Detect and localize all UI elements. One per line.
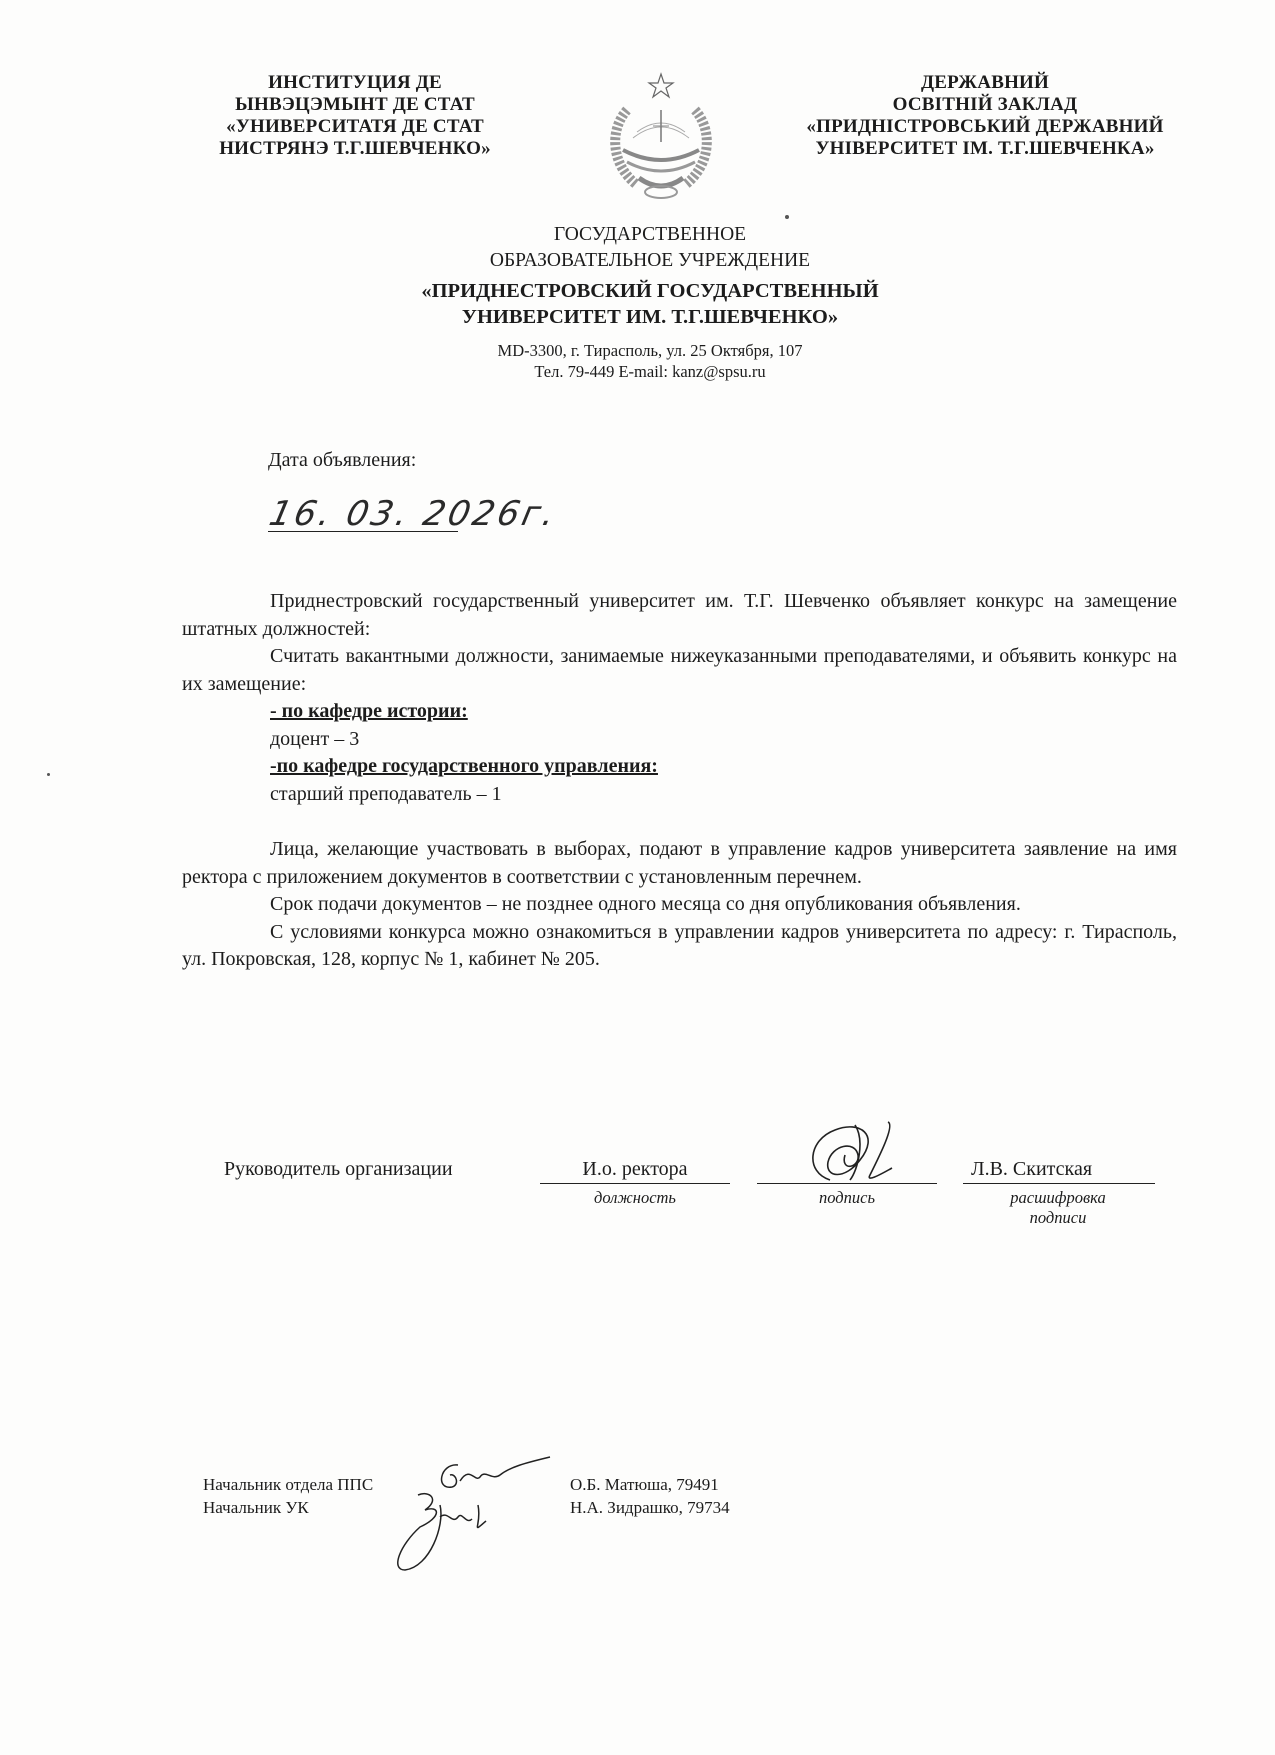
footer-contact: О.Б. Матюша, 79491 — [570, 1475, 719, 1494]
intro-paragraph: Приднестровский государственный университет им. Т.Г. Шевченко объявляет конкурс на замещение штатных должностей: — [182, 590, 1177, 640]
institution-phone-email: Тел. 79-449 E-mail: kanz@spsu.ru — [534, 362, 766, 381]
department-position: доцент – 3 — [270, 727, 360, 750]
head-of-organization-label: Руководитель организации — [224, 1158, 453, 1180]
institution-address: MD-3300, г. Тирасполь, ул. 25 Октября, 107 — [497, 341, 803, 360]
institution-type-line: ОБРАЗОВАТЕЛЬНОЕ УЧРЕЖДЕНИЕ — [489, 250, 811, 271]
department-title: -по кафедре государственного управления: — [270, 755, 658, 777]
deadline-paragraph: Срок подачи документов – не позднее одного месяца со дня опубликования объявления. — [270, 893, 1021, 915]
header-left-moldovan — [190, 72, 520, 160]
footer-contact: Н.А. Зидрашко, 79734 — [570, 1498, 730, 1517]
vacancy-paragraph: Считать вакантными должности, занимаемые нижеуказанными преподавателями, и объявить конкурс на их замещение: — [182, 645, 1177, 695]
signature-caption: подпись — [819, 1188, 875, 1207]
header-left-line: «УНИВЕРСИТАТЯ ДЕ СТАТ — [226, 116, 484, 137]
apply-paragraph: Лица, желающие участвовать в выборах, подают в управление кадров университета заявление на имя ректора с приложением документов в соответствии с установленным перечнем. — [182, 838, 1177, 888]
announcement-date-value: 16. 03. 2026г. — [265, 494, 562, 534]
header-left-line: НИСТРЯНЭ Т.Г.ШЕВЧЕНКО» — [219, 138, 491, 159]
position-caption: должность — [594, 1188, 676, 1207]
scan-speck — [47, 773, 50, 776]
institution-name-line: УНИВЕРСИТЕТ ИМ. Т.Г.ШЕВЧЕНКО» — [461, 306, 839, 328]
footer-signatures-image — [360, 1455, 560, 1585]
institution-name-line: «ПРИДНЕСТРОВСКИЙ ГОСУДАРСТВЕННЫЙ — [421, 280, 879, 302]
signature-line — [757, 1183, 937, 1184]
conditions-paragraph: С условиями конкурса можно ознакомиться в управлении кадров университета по адресу: г. Тирасполь, ул. Покровская, 128, корпус № 1, кабинет № 205. — [182, 920, 1177, 970]
header-right-ukrainian — [775, 72, 1195, 160]
header-right-line: УНІВЕРСИТЕТ ІМ. Т.Г.ШЕВЧЕНКА» — [815, 138, 1155, 159]
name-caption-line: расшифровка — [1010, 1188, 1106, 1207]
department-position: старший преподаватель – 1 — [270, 782, 502, 805]
footer-role: Начальник УК — [203, 1498, 309, 1517]
state-emblem-icon — [597, 70, 725, 208]
announcement-body — [182, 588, 1177, 808]
footer-role: Начальник отдела ППС — [203, 1475, 374, 1494]
institution-contacts — [300, 340, 1000, 382]
footer-contacts — [570, 1473, 730, 1519]
department-title: - по кафедре истории: — [270, 700, 468, 722]
footer-roles — [203, 1473, 373, 1519]
institution-type-line: ГОСУДАРСТВЕННОЕ — [553, 224, 747, 245]
institution-type — [300, 222, 1000, 274]
rector-signature-image — [800, 1110, 920, 1190]
header-left-line: ИНСТИТУЦИЯ ДЕ — [268, 72, 442, 93]
institution-name — [300, 278, 1000, 330]
header-left-line: ЫНВЭЦЭМЫНТ ДЕ СТАТ — [235, 94, 475, 115]
scan-speck — [785, 215, 789, 219]
name-caption-line: подписи — [1029, 1208, 1087, 1227]
name-caption — [963, 1188, 1153, 1228]
header-right-line: ОСВІТНІЙ ЗАКЛАД — [892, 94, 1078, 115]
signer-name: Л.В. Скитская — [963, 1158, 1155, 1184]
announcement-date-label: Дата объявления: — [268, 449, 417, 471]
announcement-conditions — [182, 836, 1177, 974]
header-right-line: «ПРИДНІСТРОВСЬКИЙ ДЕРЖАВНИЙ — [806, 116, 1164, 137]
signer-position: И.о. ректора — [540, 1158, 730, 1184]
header-right-line: ДЕРЖАВНИЙ — [921, 72, 1049, 93]
date-underline — [268, 531, 458, 532]
